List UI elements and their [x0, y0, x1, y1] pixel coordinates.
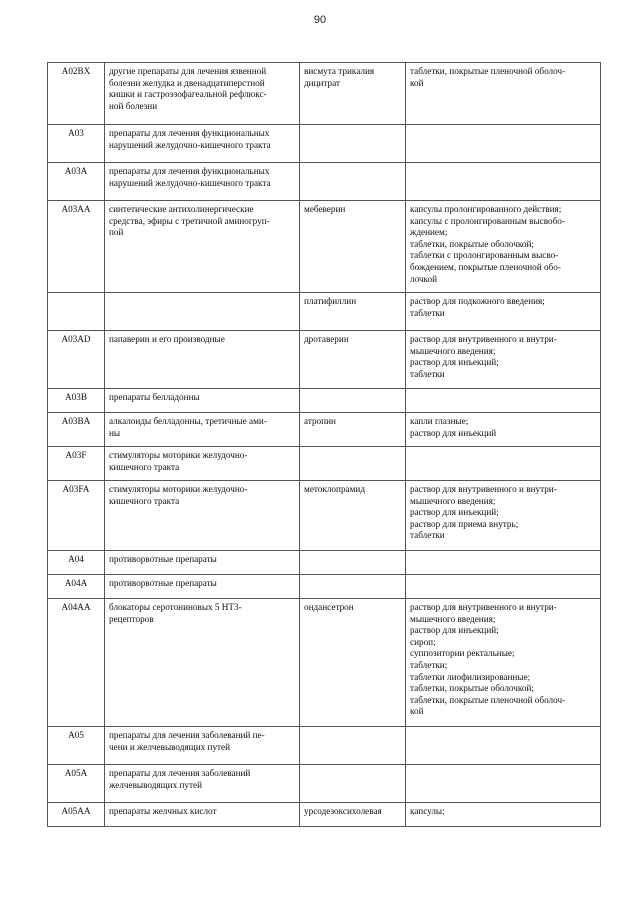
- pharmacological-group-line: препараты для лечения заболеваний пе-: [109, 730, 265, 740]
- drug-name-cell: [300, 551, 406, 575]
- table-row: [48, 63, 601, 125]
- drug-name-cell: [300, 293, 406, 331]
- drug-name-cell: [300, 413, 406, 447]
- dosage-form-cell: [406, 331, 601, 389]
- pharmacological-group-line: препараты для лечения функциональных: [109, 128, 270, 138]
- pharmacological-group-cell: [105, 125, 300, 163]
- pharmacological-group-cell: [105, 293, 300, 331]
- drug-name-cell: [300, 201, 406, 293]
- dosage-form-line: таблетки: [410, 368, 445, 379]
- dosage-form-line: раствор для внутривенного и внутри-: [410, 334, 557, 344]
- table-row: [48, 331, 601, 389]
- dosage-form-cell: [406, 447, 601, 481]
- pharmacological-group-cell: [105, 447, 300, 481]
- pharmacological-group-line: нарушений желудочно-кишечного тракта: [109, 139, 271, 150]
- table-row: [48, 125, 601, 163]
- atc-code-cell: A03AD: [48, 331, 105, 389]
- drug-name-cell: [300, 331, 406, 389]
- pharmacological-group-line: ной болезни: [109, 100, 158, 111]
- atc-code-cell: A04: [48, 551, 105, 575]
- atc-code-cell: A04A: [48, 575, 105, 599]
- atc-code-cell: A02BX: [48, 63, 105, 125]
- pharmacological-group-cell: [105, 331, 300, 389]
- pharmacological-group-cell: [105, 803, 300, 827]
- dosage-form-cell: [406, 125, 601, 163]
- pharmacological-group-line: противорвотные препараты: [109, 578, 217, 588]
- dosage-form-line: таблетки, покрытые пленочной оболоч-: [410, 66, 566, 76]
- atc-code-cell: A03F: [48, 447, 105, 481]
- pharmacological-group-cell: [105, 575, 300, 599]
- dosage-form-line: таблетки: [410, 307, 445, 318]
- drug-name-cell: [300, 765, 406, 803]
- table-row: [48, 413, 601, 447]
- atc-code-cell: A04AA: [48, 599, 105, 727]
- pharmacological-group-line: кишки и гастроэзофагеальной рефлюкс-: [109, 89, 267, 100]
- dosage-form-line: раствор для внутривенного и внутри-: [410, 602, 557, 612]
- pharmacological-group-line: стимуляторы моторики желудочно-: [109, 450, 248, 460]
- dosage-form-line: таблетки: [410, 530, 445, 541]
- atc-code-cell: [48, 293, 105, 331]
- dosage-form-line: таблетки лиофилизированные;: [410, 671, 531, 682]
- drug-name-line: ондансетрон: [304, 602, 354, 612]
- pharmacological-group-line: другие препараты для лечения язвенной: [109, 66, 267, 76]
- pharmacological-group-line: алкалоиды белладонны, третичные ами-: [109, 416, 267, 426]
- dosage-form-line: сироп;: [410, 636, 436, 647]
- drug-name-line: висмута трикалия: [304, 66, 375, 76]
- drug-name-line: метоклопрамид: [304, 484, 366, 494]
- dosage-form-cell: [406, 727, 601, 765]
- drug-name-line: мебеверин: [304, 204, 346, 214]
- dosage-form-cell: [406, 63, 601, 125]
- drug-name-cell: [300, 575, 406, 599]
- table-row: [48, 551, 601, 575]
- dosage-form-cell: [406, 389, 601, 413]
- pharmacological-group-cell: [105, 63, 300, 125]
- table-row: [48, 447, 601, 481]
- table-row: [48, 201, 601, 293]
- medication-table: [47, 62, 601, 827]
- pharmacological-group-line: препараты для лечения заболеваний: [109, 768, 251, 778]
- atc-code-cell: A05AA: [48, 803, 105, 827]
- dosage-form-line: таблетки;: [410, 659, 448, 670]
- drug-name-cell: [300, 125, 406, 163]
- drug-name-cell: [300, 481, 406, 551]
- table-row: [48, 727, 601, 765]
- atc-code-cell: A03B: [48, 389, 105, 413]
- atc-code-cell: A03A: [48, 163, 105, 201]
- dosage-form-cell: [406, 575, 601, 599]
- pharmacological-group-line: чени и желчевыводящих путей: [109, 741, 231, 752]
- drug-name-cell: [300, 63, 406, 125]
- pharmacological-group-line: ны: [109, 427, 121, 438]
- pharmacological-group-line: противорвотные препараты: [109, 554, 217, 564]
- atc-code-cell: A05A: [48, 765, 105, 803]
- dosage-form-cell: [406, 803, 601, 827]
- dosage-form-line: капли глазные;: [410, 416, 469, 426]
- pharmacological-group-cell: [105, 201, 300, 293]
- dosage-form-line: мышечного введения;: [410, 613, 496, 624]
- dosage-form-cell: [406, 163, 601, 201]
- pharmacological-group-line: желчевыводящих путей: [109, 779, 203, 790]
- pharmacological-group-line: пой: [109, 227, 124, 238]
- page-number: 90: [313, 14, 327, 26]
- drug-name-cell: [300, 389, 406, 413]
- dosage-form-line: раствор для инъекций;: [410, 507, 499, 518]
- dosage-form-line: капсулы;: [410, 806, 445, 816]
- drug-name-line: урсодезоксихолевая: [304, 806, 382, 816]
- drug-name-cell: [300, 599, 406, 727]
- pharmacological-group-line: кишечного тракта: [109, 461, 180, 472]
- pharmacological-group-line: нарушений желудочно-кишечного тракта: [109, 177, 271, 188]
- dosage-form-line: раствор для инъекций: [410, 427, 497, 438]
- dosage-form-line: ждением;: [410, 227, 448, 238]
- drug-name-line: атропин: [304, 416, 336, 426]
- pharmacological-group-line: рецепторов: [109, 613, 154, 624]
- dosage-form-cell: [406, 201, 601, 293]
- pharmacological-group-cell: [105, 765, 300, 803]
- atc-code-cell: A03BA: [48, 413, 105, 447]
- drug-name-cell: [300, 163, 406, 201]
- pharmacological-group-line: препараты белладонны: [109, 392, 200, 402]
- pharmacological-group-line: средства, эфиры с третичной аминогруп-: [109, 215, 270, 226]
- drug-name-cell: [300, 447, 406, 481]
- table-row: [48, 481, 601, 551]
- atc-code-cell: A03FA: [48, 481, 105, 551]
- pharmacological-group-cell: [105, 389, 300, 413]
- dosage-form-line: таблетки, покрытые пленочной оболоч-: [410, 694, 566, 705]
- table-row: [48, 293, 601, 331]
- dosage-form-cell: [406, 551, 601, 575]
- dosage-form-line: раствор для инъекций;: [410, 625, 499, 636]
- dosage-form-line: раствор для инъекций;: [410, 357, 499, 368]
- dosage-form-cell: [406, 599, 601, 727]
- dosage-form-cell: [406, 765, 601, 803]
- pharmacological-group-line: препараты для лечения функциональных: [109, 166, 270, 176]
- pharmacological-group-line: болезни желудка и двенадцатиперстной: [109, 77, 265, 88]
- dosage-form-line: таблетки с пролонгированным высво-: [410, 250, 559, 261]
- table-row: [48, 803, 601, 827]
- dosage-form-line: капсулы с пролонгированным высвобо-: [410, 215, 565, 226]
- dosage-form-line: раствор для внутривенного и внутри-: [410, 484, 557, 494]
- dosage-form-line: лочкой: [410, 273, 438, 284]
- pharmacological-group-cell: [105, 599, 300, 727]
- dosage-form-cell: [406, 293, 601, 331]
- dosage-form-line: раствор для приема внутрь;: [410, 518, 519, 529]
- pharmacological-group-line: блокаторы серотониновых 5 HT3-: [109, 602, 242, 612]
- pharmacological-group-line: стимуляторы моторики желудочно-: [109, 484, 248, 494]
- dosage-form-line: бождением, покрытые пленочной обо-: [410, 261, 561, 272]
- dosage-form-line: таблетки, покрытые оболочкой;: [410, 683, 534, 694]
- dosage-form-line: мышечного введения;: [410, 345, 496, 356]
- dosage-form-line: таблетки, покрытые оболочкой;: [410, 238, 534, 249]
- dosage-form-line: раствор для подкожного введения;: [410, 296, 545, 306]
- drug-name-line: платифиллин: [304, 296, 357, 306]
- dosage-form-line: кой: [410, 77, 424, 88]
- pharmacological-group-line: синтетические антихолинергические: [109, 204, 254, 214]
- dosage-form-line: капсулы пролонгированного действия;: [410, 204, 562, 214]
- atc-code-cell: A05: [48, 727, 105, 765]
- pharmacological-group-cell: [105, 481, 300, 551]
- pharmacological-group-cell: [105, 727, 300, 765]
- pharmacological-group-line: препараты желчных кислот: [109, 806, 217, 816]
- drug-name-cell: [300, 727, 406, 765]
- pharmacological-group-cell: [105, 413, 300, 447]
- dosage-form-line: суппозитории ректальные;: [410, 648, 515, 659]
- dosage-form-cell: [406, 481, 601, 551]
- table-row: [48, 389, 601, 413]
- dosage-form-line: мышечного введения;: [410, 495, 496, 506]
- atc-code-cell: A03: [48, 125, 105, 163]
- dosage-form-line: кой: [410, 706, 424, 717]
- pharmacological-group-line: кишечного тракта: [109, 495, 180, 506]
- dosage-form-cell: [406, 413, 601, 447]
- drug-name-cell: [300, 803, 406, 827]
- table-row: [48, 575, 601, 599]
- drug-name-line: дицитрат: [304, 77, 341, 88]
- pharmacological-group-cell: [105, 551, 300, 575]
- atc-code-cell: A03AA: [48, 201, 105, 293]
- table-body: [48, 63, 601, 827]
- table-row: [48, 599, 601, 727]
- drug-name-line: дротаверин: [304, 334, 349, 344]
- table-row: [48, 765, 601, 803]
- table-row: [48, 163, 601, 201]
- pharmacological-group-cell: [105, 163, 300, 201]
- pharmacological-group-line: папаверин и его производные: [109, 334, 225, 344]
